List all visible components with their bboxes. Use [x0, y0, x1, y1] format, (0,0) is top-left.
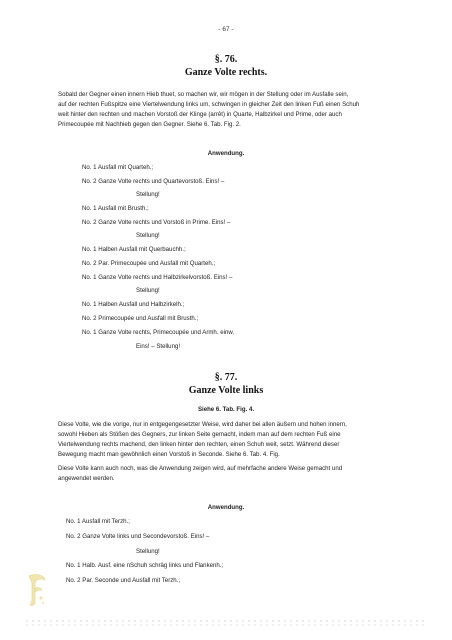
list-item: Eins! – Stellung!: [136, 343, 181, 350]
list-item: No. 2 Par. Primecoupée und Ausfall mit Quarteh.;: [82, 260, 216, 267]
list-item: Stellung!: [136, 287, 160, 294]
page-number: - 67 -: [218, 26, 234, 33]
list-item: No. 1 Halb. Ausf. eine nSchuh schräg links und Flankenh.;: [66, 562, 224, 569]
list-item: No. 1 Halben Ausfall und Halbzirkelh.;: [82, 301, 185, 308]
paragraph-line: sowohl Hieben als Stößen des Gegners, zur linken Seite gemacht, indem man auf dem rechten Fuß eine: [58, 431, 341, 438]
section-77-anwendung-heading: Anwendung.: [207, 504, 245, 511]
paragraph-line: weit hinter den rechten und machen Vorstoß der Klinge (arrêt) in Quarte, Halbzirkel und Prime, oder auch: [58, 111, 342, 118]
section-77-number: §. 77.: [214, 372, 238, 383]
paragraph-line: Viertelwendung rechts machend, den linken hinter den rechten, einen Schuh weit, setzt. Während dieser: [58, 441, 340, 448]
list-item: Stellung!: [136, 232, 160, 239]
list-item: Stellung!: [136, 191, 160, 198]
section-76-number: §. 76.: [214, 54, 238, 65]
ornament-icon: [26, 572, 48, 608]
decorative-border: [24, 618, 428, 628]
list-item: No. 1 Halben Ausfall mit Querbauchh.;: [82, 246, 186, 253]
paragraph-line: Diese Volte kann auch noch, was die Anwendung zeigen wird, auf mehrfache andere Weise gemacht und: [58, 465, 343, 472]
section-76-title: Ganze Volte rechts.: [184, 67, 268, 78]
list-item: No. 1 Ausfall mit Brusth.;: [82, 205, 149, 212]
list-item: No. 2 Par. Seconde und Ausfall mit Terzh.;: [66, 577, 181, 584]
list-item: No. 2 Ganze Volte rechts und Quartevorstoß. Eins! –: [82, 178, 225, 185]
paragraph-line: angewendet werden.: [58, 475, 115, 482]
paragraph-line: Diese Volte, wie die vorige, nur in entgegengesetzter Weise, wird daher bei allen äußern und hohen innern,: [58, 421, 347, 428]
list-item: No. 2 Ganze Volte links und Secondevorstoß. Eins! –: [66, 533, 210, 540]
section-77-paragraph-2: [58, 464, 398, 484]
section-77-paragraph: [58, 420, 398, 460]
list-item: Stellung!: [136, 548, 160, 555]
list-item: No. 1 Ausfall mit Terzh.;: [66, 518, 130, 525]
list-item: No. 2 Primecoupée und Ausfall mit Brusth.;: [82, 315, 199, 322]
section-77-title: Ganze Volte links: [188, 385, 264, 396]
paragraph-line: Bewegung macht man gewöhnlich einen Vorstoß in Seconde. Siehe 6. Tab. 4. Fig.: [58, 451, 280, 458]
paragraph-line: Primecoupée mit Nachhieb gegen den Gegner. Siehe 6. Tab. Fig. 2.: [58, 121, 241, 128]
section-76-paragraph: [58, 90, 398, 130]
list-item: No. 2 Ganze Volte rechts und Vorstoß in Prime. Eins! –: [82, 219, 231, 226]
paragraph-line: Sobald der Gegner einen innern Hieb thuet, so machen wir, wir mögen in der Stellung oder im Ausfalle sein,: [58, 91, 349, 98]
list-item: No. 1 Ganze Volte rechts, Primecoupée und Armh. einw.: [82, 329, 235, 336]
paragraph-line: auf der rechten Fußspitze eine Viertelwendung links um, schwingen in gleicher Zeit den linken Fuß einen Schuh: [58, 101, 360, 108]
list-item: No. 1 Ausfall mit Quarteh.;: [82, 164, 154, 171]
section-76-anwendung-heading: Anwendung.: [207, 150, 245, 157]
section-77-subtitle: Siehe 6. Tab. Fig. 4.: [197, 406, 255, 413]
list-item: No. 1 Ganze Volte rechts und Halbzirkelvorstoß. Eins! –: [82, 274, 233, 281]
